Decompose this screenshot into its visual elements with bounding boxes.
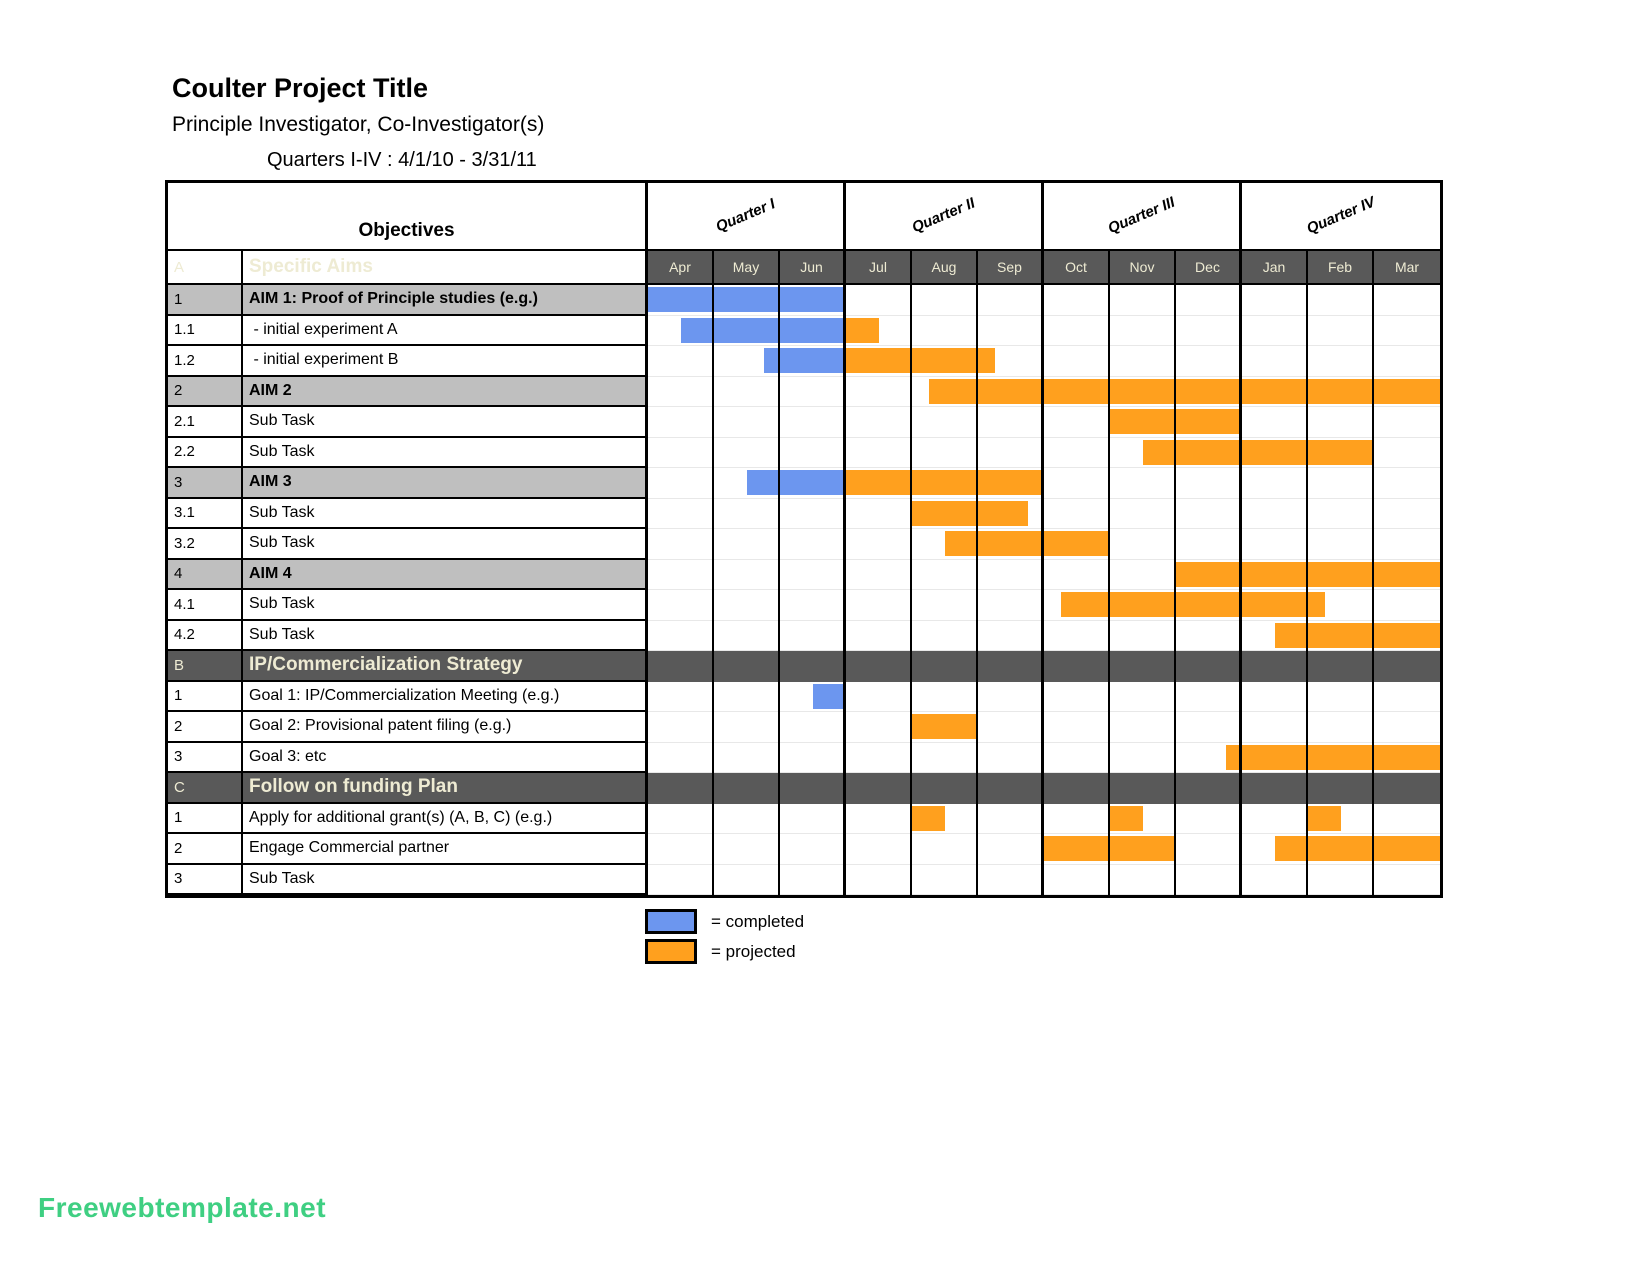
gantt-row-4.1 xyxy=(168,590,1440,621)
legend-item-completed xyxy=(645,909,804,934)
chart-cell xyxy=(648,712,1440,743)
gantt-row-3.1 xyxy=(168,499,1440,530)
quarters-date-range: Quarters I-IV : 4/1/10 - 3/31/11 xyxy=(267,148,537,171)
month-header-dec: Dec xyxy=(1176,251,1242,283)
quarter-header-1 xyxy=(648,183,846,249)
month-header-apr: Apr xyxy=(648,251,714,283)
gantt-row-4 xyxy=(168,560,1440,591)
gantt-row-C xyxy=(168,773,1440,804)
row-number-cell: 3 xyxy=(168,468,243,499)
month-header-jul: Jul xyxy=(846,251,912,283)
legend-label-projected: = projected xyxy=(711,941,796,961)
legend-label-completed: = completed xyxy=(711,911,805,931)
row-number-cell: 4.1 xyxy=(168,590,243,621)
gantt-bar-projected xyxy=(846,348,995,373)
gantt-row-1.2 xyxy=(168,346,1440,377)
row-number-cell: C xyxy=(168,773,243,804)
task-label-cell: Sub Task xyxy=(243,529,648,560)
bars-layer xyxy=(648,682,1440,713)
gantt-row-2 xyxy=(168,834,1440,865)
row-number-cell: 2 xyxy=(168,834,243,865)
gantt-bar-projected xyxy=(1275,623,1440,648)
task-label-cell: Sub Task xyxy=(243,865,648,896)
row-number-cell: 1 xyxy=(168,682,243,713)
task-label-cell: AIM 4 xyxy=(243,560,648,591)
chart-cell xyxy=(648,621,1440,652)
gantt-table xyxy=(165,180,1443,898)
chart-cell xyxy=(648,285,1440,316)
gantt-row-1 xyxy=(168,682,1440,713)
bars-layer xyxy=(648,712,1440,743)
gantt-bar-projected xyxy=(1275,836,1440,861)
row-number-cell: 2.1 xyxy=(168,407,243,438)
gantt-bar-projected xyxy=(945,531,1110,556)
gantt-bar-completed xyxy=(764,348,847,373)
task-label-cell: Follow on funding Plan xyxy=(243,773,648,804)
task-label-cell: Sub Task xyxy=(243,621,648,652)
row-number-cell: 1.2 xyxy=(168,346,243,377)
section-a-label: Specific Aims xyxy=(243,251,648,283)
gantt-row-2.1 xyxy=(168,407,1440,438)
section-a-letter: A xyxy=(168,251,243,283)
chart-cell xyxy=(648,346,1440,377)
task-label-cell: AIM 2 xyxy=(243,377,648,408)
gantt-bar-projected xyxy=(1110,409,1242,434)
chart-cell xyxy=(648,560,1440,591)
month-header-aug: Aug xyxy=(912,251,978,283)
projected-swatch xyxy=(645,939,697,964)
bars-layer xyxy=(648,590,1440,621)
bars-layer xyxy=(648,316,1440,347)
bars-layer xyxy=(648,407,1440,438)
gantt-bar-projected xyxy=(1176,562,1440,587)
chart-cell xyxy=(648,590,1440,621)
bars-layer xyxy=(648,651,1440,682)
quarter-header-2 xyxy=(846,183,1044,249)
gantt-row-1.1 xyxy=(168,316,1440,347)
quarter-label: Quarter IV xyxy=(1304,193,1378,238)
gantt-row-2 xyxy=(168,712,1440,743)
bars-layer xyxy=(648,529,1440,560)
row-number-cell: 2 xyxy=(168,377,243,408)
title-block xyxy=(172,74,544,172)
month-header-nov: Nov xyxy=(1110,251,1176,283)
task-label-cell: Engage Commercial partner xyxy=(243,834,648,865)
task-label-cell: - initial experiment B xyxy=(243,346,648,377)
gantt-bar-projected xyxy=(912,501,1028,526)
quarter-label: Quarter II xyxy=(909,194,978,237)
gantt-bar-projected xyxy=(1226,745,1441,770)
month-header-may: May xyxy=(714,251,780,283)
bars-layer xyxy=(648,468,1440,499)
chart-cell xyxy=(648,773,1440,804)
task-label-cell: IP/Commercialization Strategy xyxy=(243,651,648,682)
chart-cell xyxy=(648,651,1440,682)
chart-cell xyxy=(648,865,1440,896)
task-label-cell: Apply for additional grant(s) (A, B, C) (e.g.) xyxy=(243,804,648,835)
quarter-header-3 xyxy=(1044,183,1242,249)
chart-cell xyxy=(648,804,1440,835)
gantt-row-2 xyxy=(168,377,1440,408)
month-header-mar: Mar xyxy=(1394,259,1420,275)
gantt-bar-completed xyxy=(747,470,846,495)
bars-layer xyxy=(648,346,1440,377)
row-number-cell: 1 xyxy=(168,285,243,316)
row-number-cell: 2 xyxy=(168,712,243,743)
gantt-row-3.2 xyxy=(168,529,1440,560)
bars-layer xyxy=(648,621,1440,652)
gantt-row-3 xyxy=(168,468,1440,499)
gantt-row-3 xyxy=(168,743,1440,774)
bars-layer xyxy=(648,773,1440,804)
row-number-cell: 3 xyxy=(168,743,243,774)
chart-cell xyxy=(648,407,1440,438)
chart-cell xyxy=(648,377,1440,408)
quarter-cells xyxy=(648,183,1440,249)
gantt-bar-projected xyxy=(912,806,945,831)
quarter-label: Quarter I xyxy=(713,195,778,236)
row-number-cell: 4 xyxy=(168,560,243,591)
gantt-row-1 xyxy=(168,804,1440,835)
row-number-cell: 4.2 xyxy=(168,621,243,652)
gantt-rows xyxy=(168,285,1440,895)
legend xyxy=(645,909,804,969)
gantt-bar-projected xyxy=(929,379,1441,404)
gantt-bar-projected xyxy=(912,714,978,739)
task-label-cell: Goal 1: IP/Commercialization Meeting (e.g.) xyxy=(243,682,648,713)
quarter-label: Quarter III xyxy=(1105,193,1178,238)
task-label-cell: Goal 3: etc xyxy=(243,743,648,774)
row-number-cell: 3.1 xyxy=(168,499,243,530)
gantt-row-B xyxy=(168,651,1440,682)
chart-cell xyxy=(648,529,1440,560)
chart-cell xyxy=(648,682,1440,713)
gantt-bar-completed xyxy=(681,318,846,343)
chart-cell xyxy=(648,316,1440,347)
task-label-cell: Sub Task xyxy=(243,407,648,438)
bars-layer xyxy=(648,377,1440,408)
month-header-oct: Oct xyxy=(1044,251,1110,283)
month-header-cells xyxy=(648,251,1440,283)
watermark-text: Freewebtemplate.net xyxy=(38,1192,327,1223)
bars-layer xyxy=(648,499,1440,530)
chart-cell xyxy=(648,468,1440,499)
bars-layer xyxy=(648,804,1440,835)
row-number-cell: 1.1 xyxy=(168,316,243,347)
month-header-jan: Jan xyxy=(1242,251,1308,283)
gantt-bar-projected xyxy=(1110,806,1143,831)
row-number-cell: B xyxy=(168,651,243,682)
chart-cell xyxy=(648,834,1440,865)
bars-layer xyxy=(648,834,1440,865)
gantt-bar-projected xyxy=(1044,836,1176,861)
gantt-row-1 xyxy=(168,285,1440,316)
legend-item-projected xyxy=(645,939,804,964)
gantt-bar-projected xyxy=(846,470,1044,495)
gantt-row-4.2 xyxy=(168,621,1440,652)
task-label-cell: Sub Task xyxy=(243,590,648,621)
month-header-sep: Sep xyxy=(978,251,1044,283)
gantt-bar-projected xyxy=(1308,806,1341,831)
gantt-bar-projected xyxy=(1143,440,1374,465)
task-label-cell: Goal 2: Provisional patent filing (e.g.) xyxy=(243,712,648,743)
task-label-cell: AIM 1: Proof of Principle studies (e.g.) xyxy=(243,285,648,316)
investigators-line: Principle Investigator, Co-Investigator(s) xyxy=(172,112,545,136)
section-a-months-row xyxy=(168,251,1440,285)
gantt-row-3 xyxy=(168,865,1440,896)
task-label-cell: - initial experiment A xyxy=(243,316,648,347)
gantt-bar-projected xyxy=(846,318,879,343)
task-label-cell: AIM 3 xyxy=(243,468,648,499)
bars-layer xyxy=(648,743,1440,774)
gantt-bar-projected xyxy=(1061,592,1325,617)
quarter-header-4 xyxy=(1242,183,1440,249)
row-number-cell: 1 xyxy=(168,804,243,835)
gantt-bar-completed xyxy=(648,287,846,312)
bars-layer xyxy=(648,285,1440,316)
bars-layer xyxy=(648,438,1440,469)
objectives-header: Objectives xyxy=(168,183,648,249)
bars-layer xyxy=(648,865,1440,896)
gantt-row-2.2 xyxy=(168,438,1440,469)
month-header-feb: Feb xyxy=(1308,251,1374,283)
task-label-cell: Sub Task xyxy=(243,438,648,469)
month-header-jun: Jun xyxy=(780,251,846,283)
row-number-cell: 2.2 xyxy=(168,438,243,469)
chart-cell xyxy=(648,499,1440,530)
gantt-bar-completed xyxy=(813,684,846,709)
chart-cell xyxy=(648,743,1440,774)
quarter-header-row xyxy=(168,183,1440,251)
task-label-cell: Sub Task xyxy=(243,499,648,530)
bars-layer xyxy=(648,560,1440,591)
row-number-cell: 3 xyxy=(168,865,243,896)
completed-swatch xyxy=(645,909,697,934)
project-title: Coulter Project Title xyxy=(172,73,429,103)
chart-cell xyxy=(648,438,1440,469)
row-number-cell: 3.2 xyxy=(168,529,243,560)
